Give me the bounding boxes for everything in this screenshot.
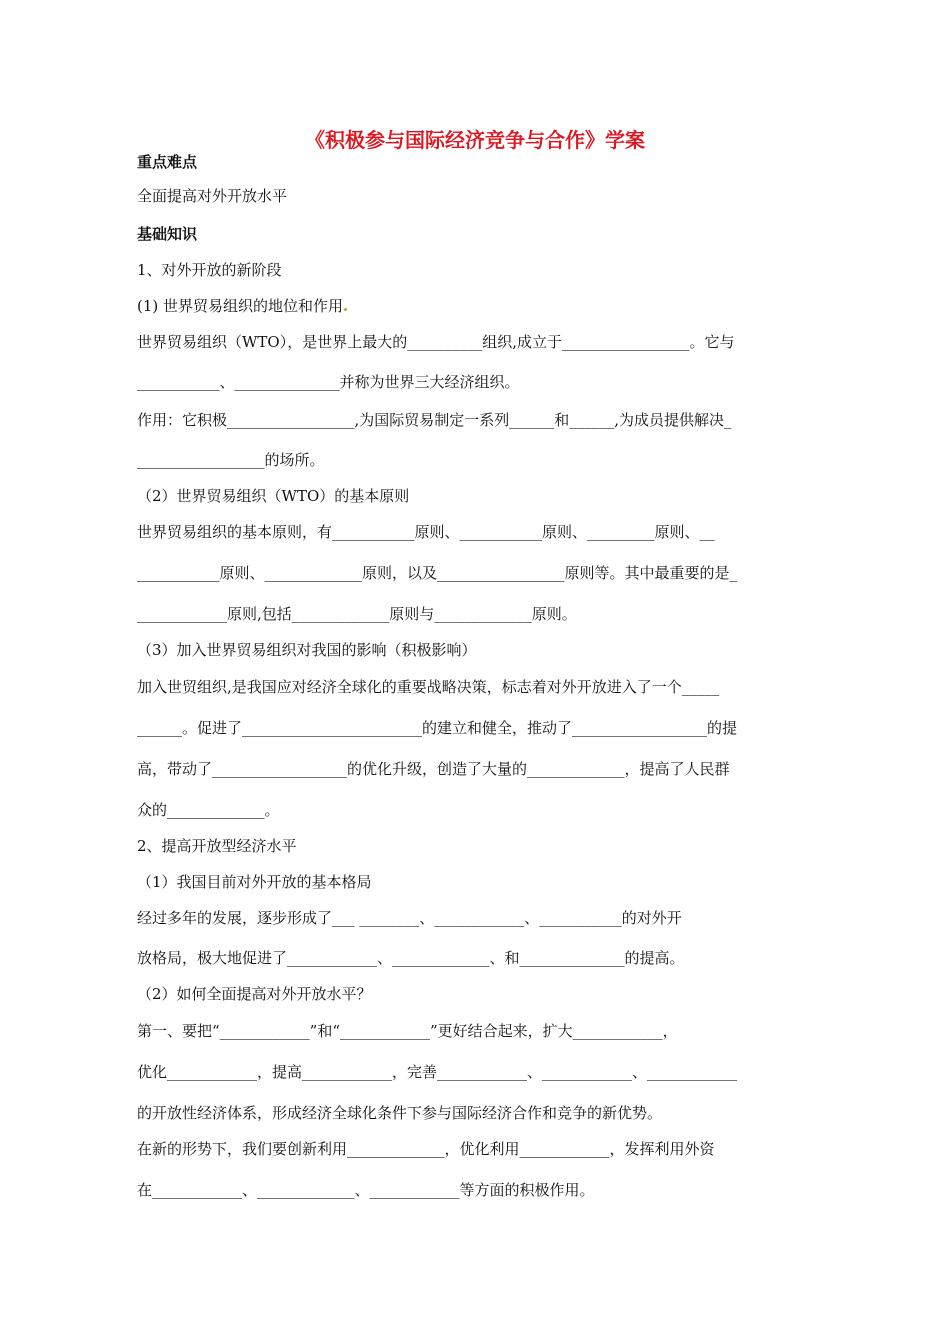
paragraph-line: 在____________、_____________、____________等方面的积极作用。 [137,1181,595,1199]
paragraph-line: 在新的形势下，我们要创新利用_____________，优化利用____________，发挥利用外资 [137,1140,715,1158]
yellow-mark-icon [344,308,347,311]
document-title: 《积极参与国际经济竞争与合作》学案 [305,128,645,152]
paragraph-line: 经过多年的发展，逐步形成了___ ________、____________、___________的对外开 [137,909,682,927]
section-2-heading: 2、提高开放型经济水平 [137,837,297,855]
paragraph-line: 放格局，极大地促进了____________、_____________、和______________的提高。 [137,949,685,967]
paragraph-line: 众的_____________。 [137,801,280,819]
paragraph-line: ___________、______________并称为世界三大经济组织。 [137,373,520,391]
subsection-3-heading: （3）加入世界贸易组织对我国的影响（积极影响） [137,641,477,659]
paragraph-line: ____________原则,包括_____________原则与_____________原则。 [137,605,577,623]
subsection-2-heading: （2）世界贸易组织（WTO）的基本原则 [137,487,410,505]
paragraph-line: ___________原则、_____________原则，以及_________________原则等。其中最重要的是_ [137,564,738,582]
subsection-2-1-heading: （1）我国目前对外开放的基本格局 [137,873,372,891]
key-point-text: 全面提高对外开放水平 [137,187,288,205]
paragraph-line: 的开放性经济体系，形成经济全球化条件下参与国际经济合作和竞争的新优势。 [137,1104,663,1122]
heading-key-points: 重点难点 [137,153,198,171]
paragraph-line: 加入世贸组织,是我国应对经济全球化的重要战略决策，标志着对外开放进入了一个_____ [137,678,720,696]
paragraph-line: ______。促进了________________________的建立和健全，推动了__________________的提 [137,719,738,737]
paragraph-line: 第一、要把“____________”和“____________”更好结合起来，扩大____________， [137,1022,678,1040]
paragraph-line: _________________的场所。 [137,451,325,469]
paragraph-line: 世界贸易组织（WTO），是世界上最大的__________组织,成立于_________________。它与 [137,333,735,351]
heading-basic-knowledge: 基础知识 [137,225,198,243]
subsection-2-2-heading: （2）如何全面提高对外开放水平？ [137,985,372,1003]
paragraph-line: 优化____________，提高____________，完善____________、____________、____________ [137,1063,738,1081]
subsection-1-heading: (1) 世界贸易组织的地位和作用 [137,296,817,316]
paragraph-line: 作用：它积极_________________,为国际贸易制定一系列______和______,为成员提供解决_ [137,411,732,429]
paragraph-line: 高，带动了__________________的优化升级，创造了大量的_____________，提高了人民群 [137,760,730,778]
section-1-heading: 1、对外开放的新阶段 [137,261,282,279]
paragraph-line: 世界贸易组织的基本原则，有___________原则、___________原则、_________原则、__ [137,523,715,541]
